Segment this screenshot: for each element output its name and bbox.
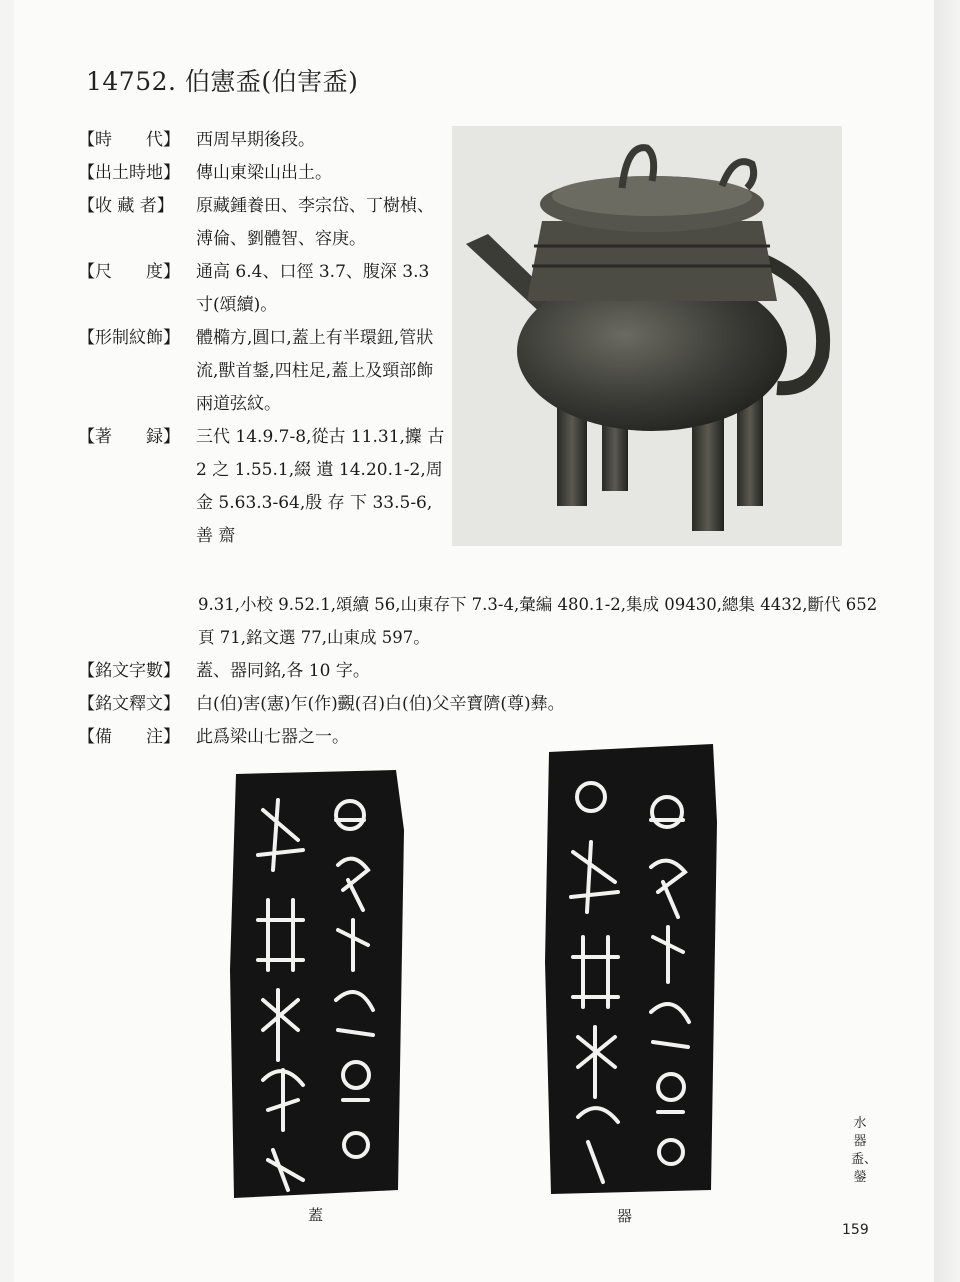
field-label: 【銘文字數】 — [78, 661, 180, 681]
field-value: 體橢方,圓口,蓋上有半環鈕,管狀流,獸首鋬,四柱足,蓋上及頸部飾兩道弦紋。 — [196, 328, 434, 414]
field-records — [78, 421, 448, 553]
records-continued: 9.31,小校 9.52.1,頌續 56,山東存下 7.3-4,彙編 480.1-2,集成 09430,總集 4432,斷代 652 頁 71,銘文選 77,山東成 597。 — [198, 595, 878, 647]
field-label: 【尺 度】 — [78, 262, 180, 282]
field-value: 西周早期後段。 — [196, 130, 315, 150]
field-period — [78, 124, 448, 157]
field-value: 白(伯)害(憲)乍(作)䚖(召)白(伯)父辛寶隮(尊)彝。 — [196, 694, 565, 714]
entry-fields — [78, 124, 448, 553]
field-value: 傳山東梁山出土。 — [196, 163, 332, 183]
field-label: 【收 藏 者】 — [78, 196, 174, 216]
field-shape-decoration — [78, 322, 448, 421]
entry-title: 14752. 伯憲盉(伯害盉) — [86, 67, 359, 96]
field-inscription-transcription — [78, 688, 878, 721]
field-notes — [78, 721, 878, 754]
vessel-caption: 器 — [617, 1207, 633, 1225]
field-label: 【出土時地】 — [78, 163, 180, 183]
field-inscription-count — [78, 655, 878, 688]
field-collectors — [78, 190, 448, 256]
field-value: 此爲梁山七器之一。 — [196, 727, 349, 747]
field-dimensions — [78, 256, 448, 322]
lid-caption: 蓋 — [308, 1206, 324, 1224]
field-value: 通高 6.4、口徑 3.7、腹深 3.3 寸(頌續)。 — [196, 262, 430, 315]
field-value: 蓋、器同銘,各 10 字。 — [196, 661, 370, 681]
field-label: 【著 録】 — [78, 427, 180, 447]
field-value: 原藏鍾養田、李宗岱、丁樹楨、溥倫、劉體智、容庚。 — [196, 196, 434, 249]
lid-inscription-rubbing — [228, 770, 406, 1200]
field-label: 【時 代】 — [78, 130, 180, 150]
section-side-label: 水器 盉、鎣 — [851, 1116, 878, 1185]
vessel-inscription-rubbing — [543, 742, 719, 1197]
page-edge-shadow — [934, 0, 960, 1282]
field-excavation — [78, 157, 448, 190]
vessel-photo — [452, 126, 842, 546]
field-label: 【形制紋飾】 — [78, 328, 180, 348]
field-value: 三代 14.9.7-8,從古 11.31,攈 古 2 之 1.55.1,綴 遺 14.20.1-2,周 金 5.63.3-64,殷 存 下 33.5-6,善 齋 — [196, 427, 445, 546]
field-label: 【備 注】 — [78, 727, 180, 747]
inscription-fields — [78, 655, 878, 754]
field-label: 【銘文釋文】 — [78, 694, 180, 714]
page-number: 159 — [842, 1222, 869, 1238]
